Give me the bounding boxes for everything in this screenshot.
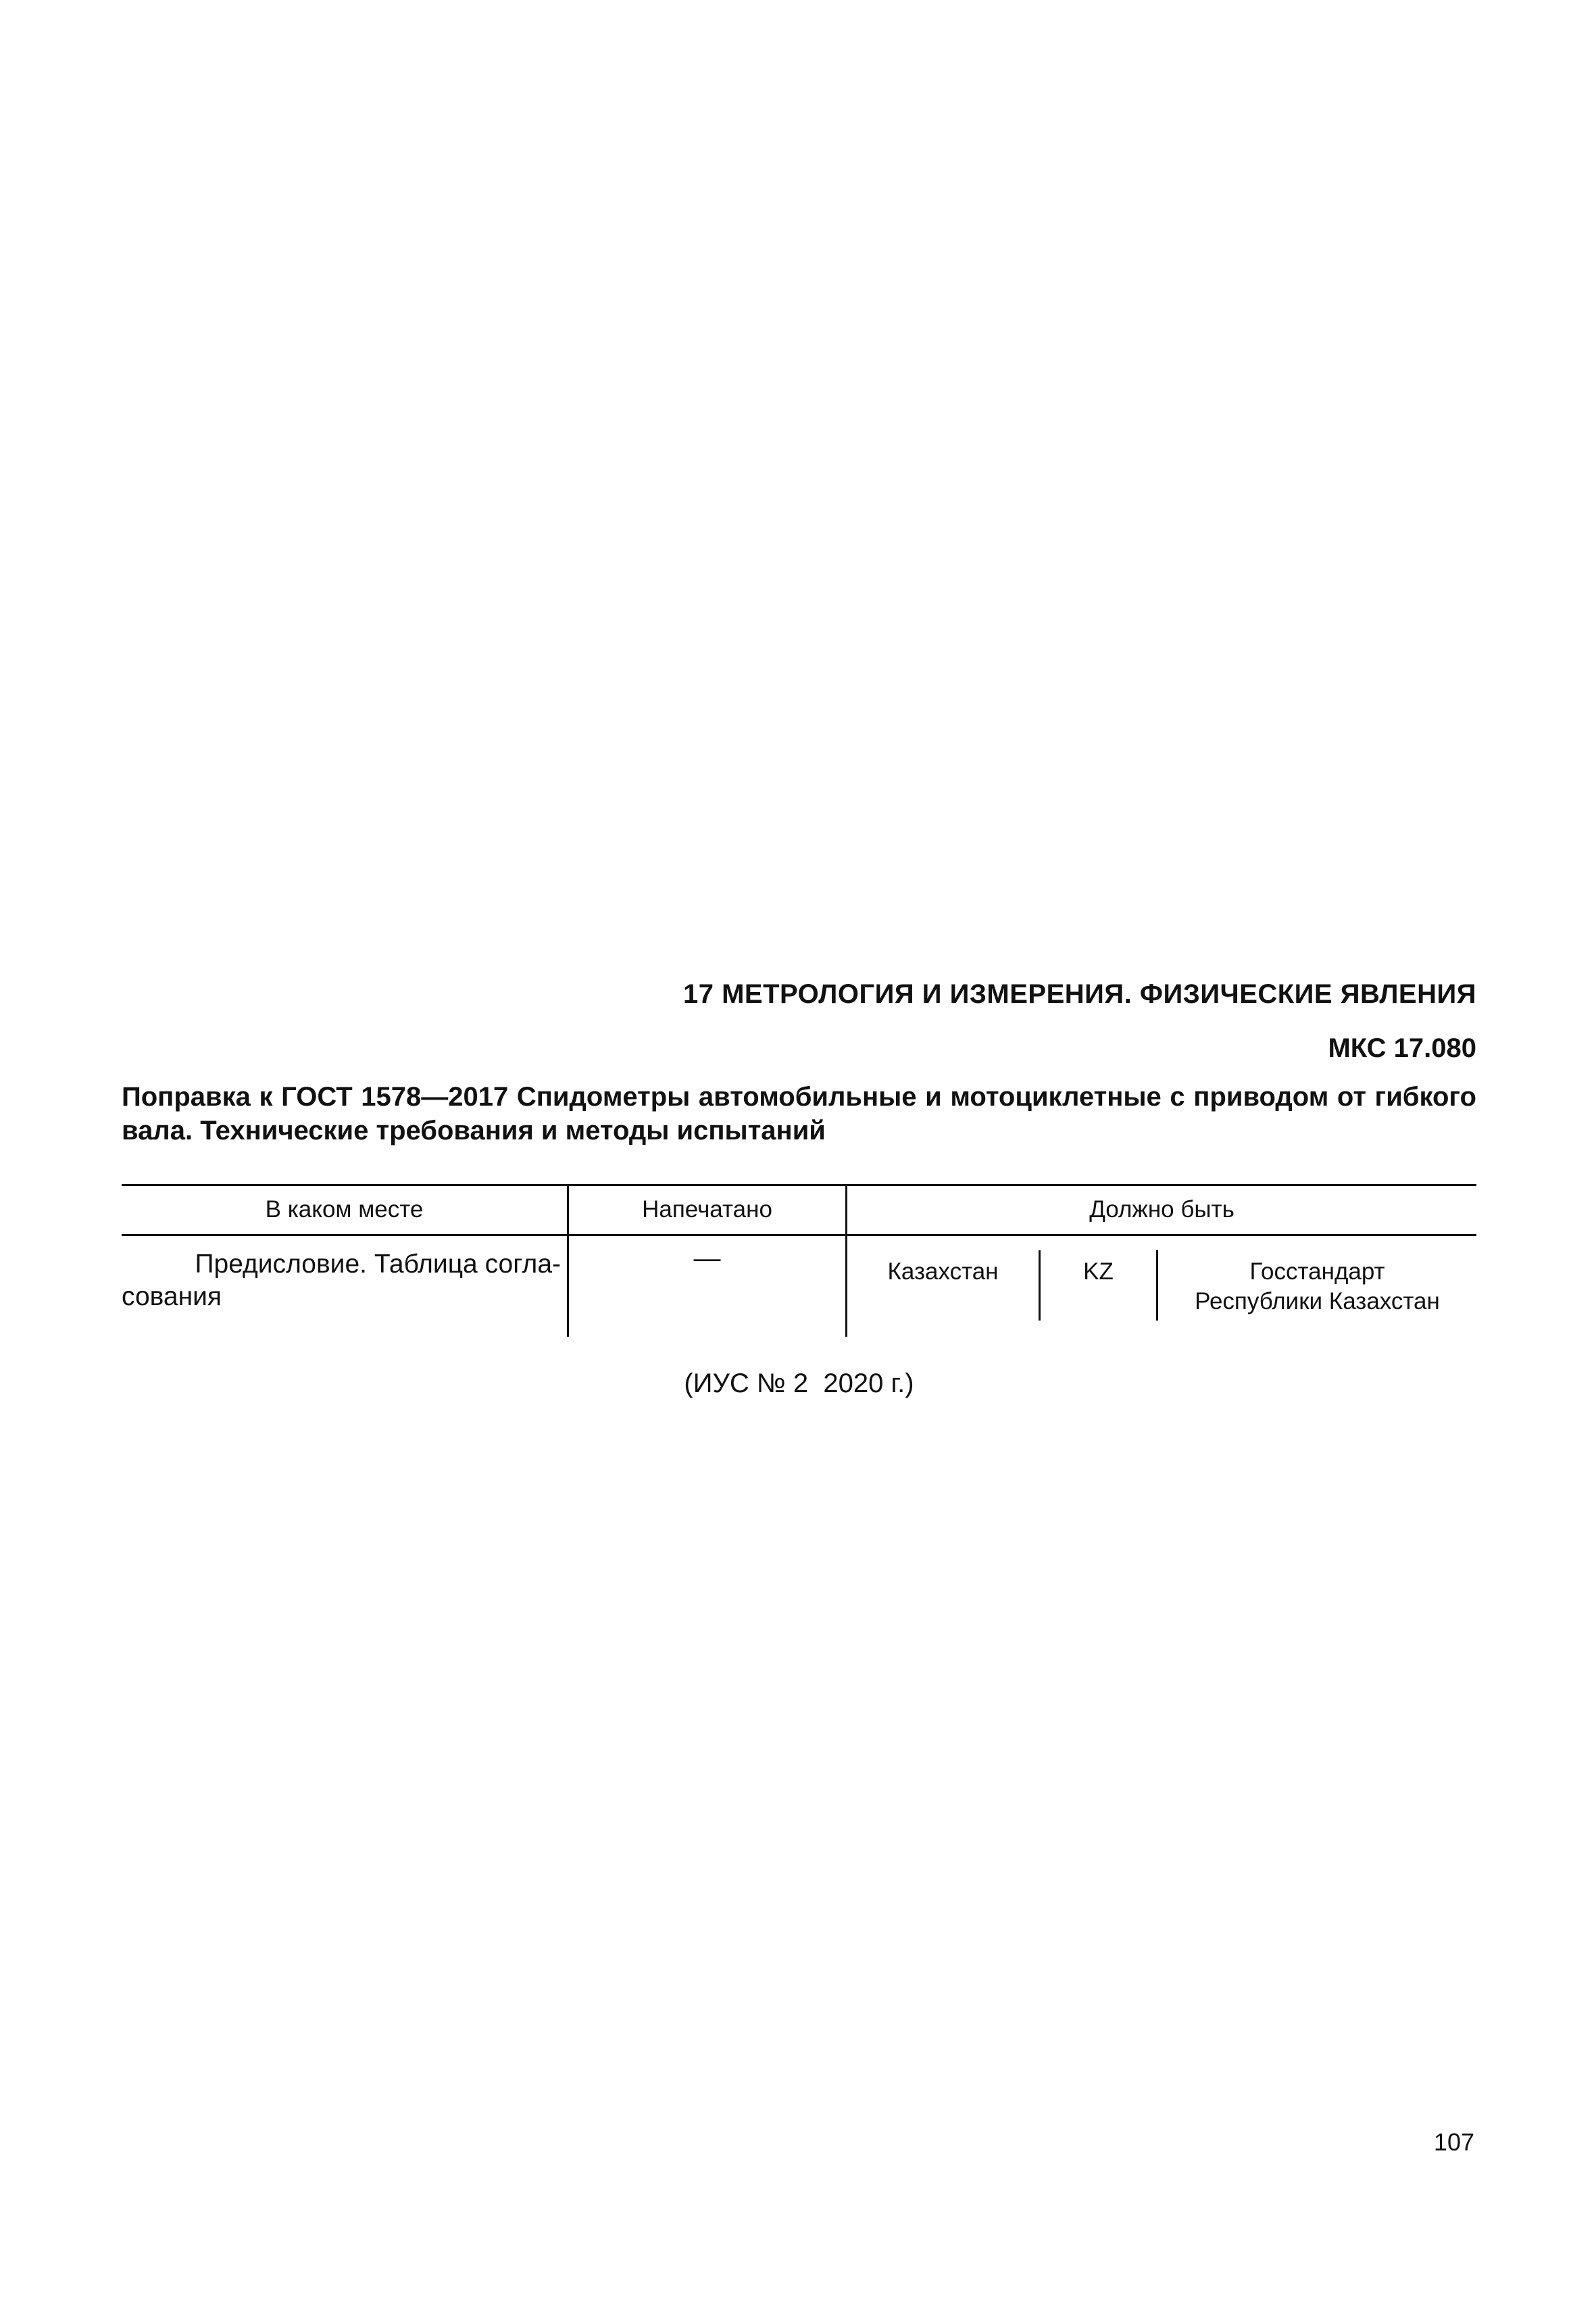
table-header-printed: Напечатано [642, 1196, 772, 1223]
cell-location-line1: Предисловие. Таблица согла- [195, 1250, 561, 1279]
cell-country: Казахстан [887, 1258, 999, 1285]
table-header-location: В каком месте [265, 1196, 424, 1223]
table-top-rule [122, 1184, 1476, 1186]
cell-location-line2: сования [122, 1282, 222, 1311]
source-note: (ИУС № 2 2020 г.) [684, 1369, 914, 1398]
cell-standards-body-line2: Республики Казахстан [1195, 1288, 1440, 1314]
cell-standards-body-line1: Госстандарт [1249, 1258, 1385, 1285]
table-header-should-be: Должно быть [1089, 1196, 1235, 1223]
classifier-code: МКС 17.080 [1328, 1033, 1476, 1063]
cell-printed: — [693, 1244, 721, 1273]
table-header-rule [122, 1234, 1476, 1236]
cell-country-code: KZ [1083, 1258, 1114, 1285]
page-number: 107 [1433, 2128, 1474, 2156]
section-heading: 17 МЕТРОЛОГИЯ И ИЗМЕРЕНИЯ. ФИЗИЧЕСКИЕ ЯВЛЕНИЯ [682, 979, 1476, 1009]
amendment-title: Поправка к ГОСТ 1578—2017 Спидометры автомобильные и мотоциклетные с приводом от гибкого вала. Технические требования и методы испытаний [122, 1082, 1476, 1146]
